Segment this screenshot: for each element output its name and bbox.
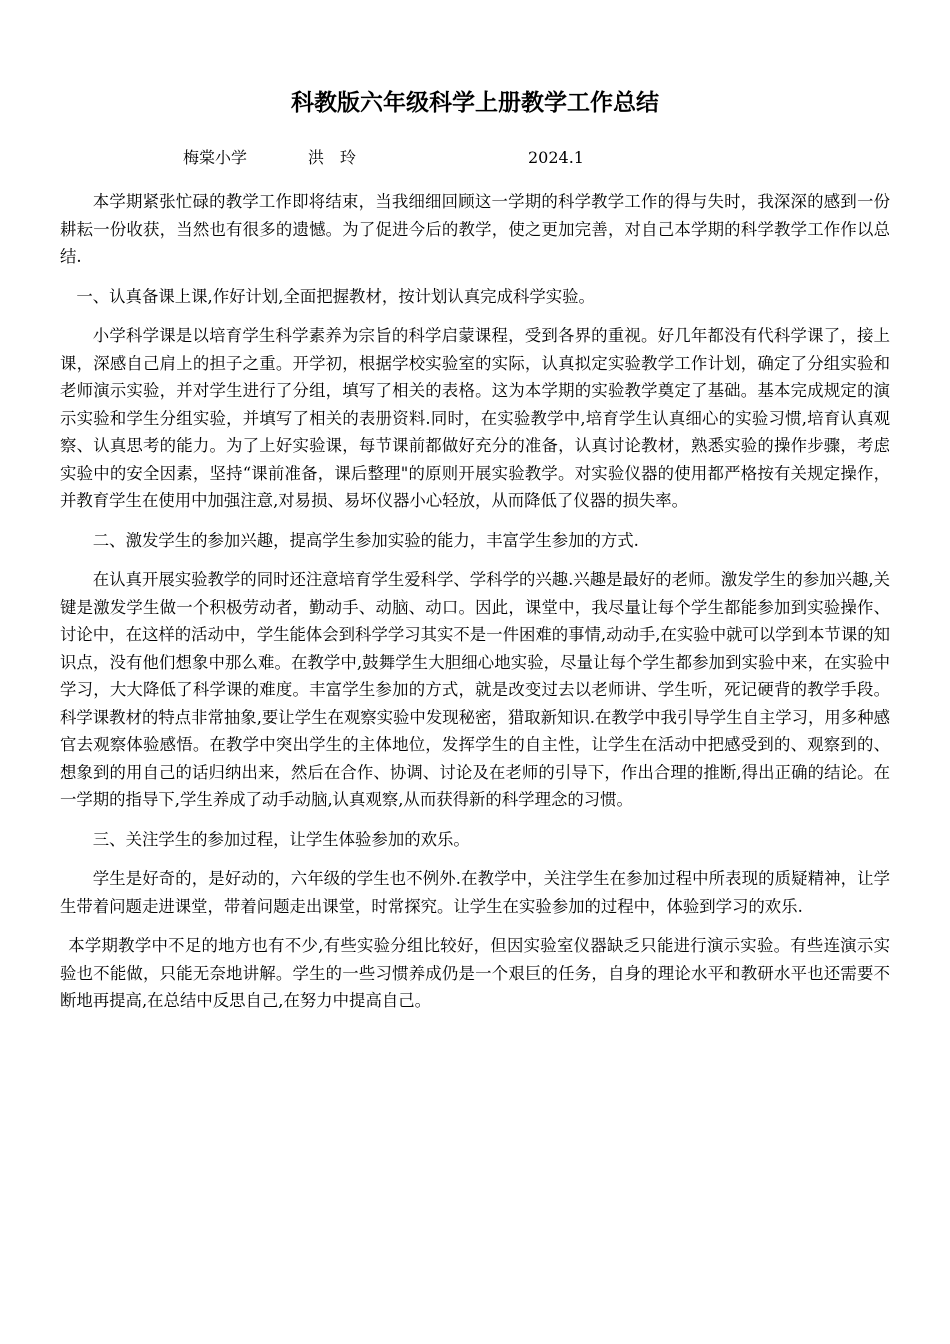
document-title: 科教版六年级科学上册教学工作总结 [291,90,659,116]
document-date: 2024.1 [528,148,584,167]
section-heading-1: 一、认真备课上课,作好计划,全面把握教材，按计划认真完成科学实验。 [76,286,595,306]
document-body [60,188,890,1027]
section-3-paragraph: 学生是好奇的，是好动的，六年级的学生也不例外.在教学中，关注学生在参加过程中所表现的质疑精神，让学生带着问题走进课堂，带着问题走出课堂，时常探究。让学生在实验参加的过程中，体验到学习的欢乐. [60,869,890,916]
closing-paragraph: 本学期教学中不足的地方也有不少,有些实验分组比较好，但因实验室仪器缺乏只能进行演示实验。有些连演示实验也不能做，只能无奈地讲解。学生的一些习惯养成仍是一个艰巨的任务，自身的理论水平和教研水平也还需要不断地再提高,在总结中反思自己,在努力中提高自己。 [60,936,890,1010]
intro-paragraph: 本学期紧张忙碌的教学工作即将结束，当我细细回顾这一学期的科学教学工作的得与失时，我深深的感到一份耕耘一份收获，当然也有很多的遗憾。为了促进今后的教学，使之更加完善，对自己本学期的科学教学工作作以总结. [60,192,890,266]
author-name: 洪 玲 [308,148,357,167]
section-1-paragraph: 小学科学课是以培育学生科学素养为宗旨的科学启蒙课程，受到各界的重视。好几年都没有代科学课了，接上课，深感自己肩上的担子之重。开学初，根据学校实验室的实际，认真拟定实验教学工作计划，确定了分组实验和老师演示实验，并对学生进行了分组，填写了相关的表格。这为本学期的实验教学奠定了基础。基本完成规定的演示实验和学生分组实验，并填写了相关的表册资料.同时，在实验教学中,培育学生认真细心的实验习惯,培育认真观察、认真思考的能力。为了上好实验课，每节课前都做好充分的准备，认真讨论教材，熟悉实验的操作步骤，考虑实验中的安全因素，坚持“课前准备，课后整理"的原则开展实验教学。对实验仪器的使用都严格按有关规定操作，并教育学生在使用中加强注意,对易损、易坏仪器小心轻放，从而降低了仪器的损失率。 [60,326,890,510]
section-heading-3: 三、关注学生的参加过程，让学生体验参加的欢乐。 [92,829,470,849]
section-heading-2: 二、激发学生的参加兴趣，提高学生参加实验的能力，丰富学生参加的方式. [92,530,639,550]
section-2-paragraph: 在认真开展实验教学的同时还注意培育学生爱科学、学科学的兴趣.兴趣是最好的老师。激发学生的参加兴趣,关键是激发学生做一个积极劳动者，勤动手、动脑、动口。因此，课堂中，我尽量让每个学生都能参加到实验操作、讨论中，在这样的活动中，学生能体会到科学学习其实不是一件困难的事情,动动手,在实验中就可以学到本节课的知识点，没有他们想象中那么难。在教学中,鼓舞学生大胆细心地实验，尽量让每个学生都参加到实验中来，在实验中学习，大大降低了科学课的难度。丰富学生参加的方式，就是改变过去以老师讲、学生听，死记硬背的教学手段。科学课教材的特点非常抽象,要让学生在观察实验中发现秘密，猎取新知识.在教学中我引导学生自主学习，用多种感官去观察体验感悟。在教学中突出学生的主体地位，发挥学生的自主性，让学生在活动中把感受到的、观察到的、想象到的用自己的话归纳出来，然后在合作、协调、讨论及在老师的引导下，作出合理的推断,得出正确的结论。在一学期的指导下,学生养成了动手动脑,认真观察,从而获得新的科学理念的习惯。 [60,570,890,809]
school-name: 梅棠小学 [183,148,248,167]
